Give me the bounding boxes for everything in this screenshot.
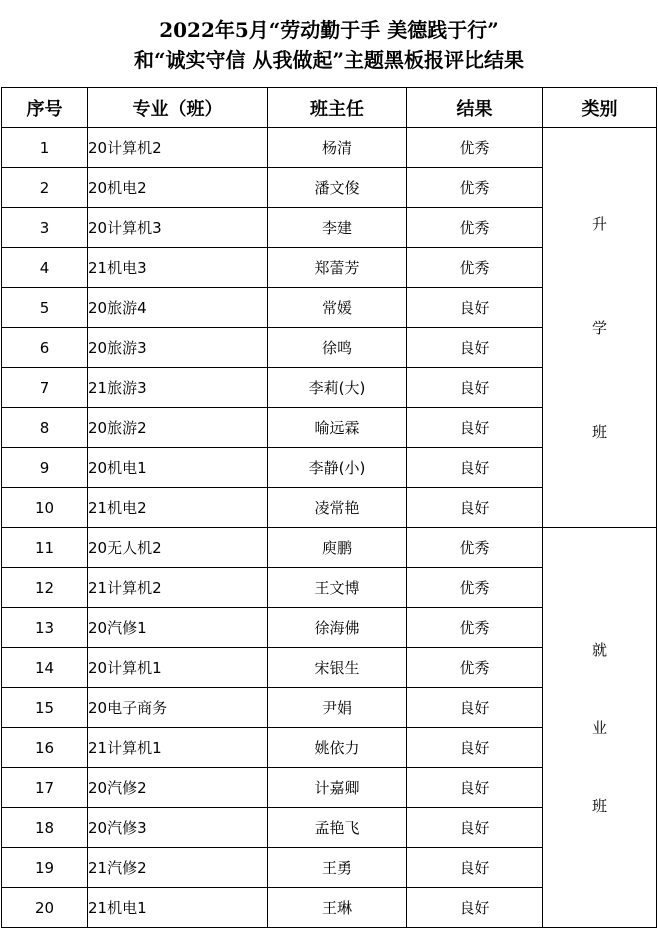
row-number: 9 (2, 448, 88, 488)
row-class: 20旅游3 (88, 328, 268, 368)
row-class: 21机电1 (88, 888, 268, 928)
row-number: 8 (2, 408, 88, 448)
row-result: 良好 (407, 328, 543, 368)
row-teacher: 王勇 (268, 848, 407, 888)
row-teacher: 李建 (268, 208, 407, 248)
header-teacher: 班主任 (268, 88, 407, 128)
row-number: 6 (2, 328, 88, 368)
row-class: 21计算机2 (88, 568, 268, 608)
row-teacher: 王文博 (268, 568, 407, 608)
row-result: 良好 (407, 448, 543, 488)
category-label (543, 214, 656, 442)
row-result: 良好 (407, 848, 543, 888)
header-class: 专业（班） (88, 88, 268, 128)
row-class: 21机电2 (88, 488, 268, 528)
row-class: 20汽修3 (88, 808, 268, 848)
row-number: 7 (2, 368, 88, 408)
row-class: 21旅游3 (88, 368, 268, 408)
row-class: 21计算机1 (88, 728, 268, 768)
page-title-line-1: 2022年5月“劳动勤于手 美德践于行” (159, 18, 499, 42)
row-result: 优秀 (407, 528, 543, 568)
row-number: 15 (2, 688, 88, 728)
row-class: 20旅游2 (88, 408, 268, 448)
row-number: 3 (2, 208, 88, 248)
row-number: 18 (2, 808, 88, 848)
row-number: 14 (2, 648, 88, 688)
row-teacher: 徐鸣 (268, 328, 407, 368)
row-number: 5 (2, 288, 88, 328)
row-result: 良好 (407, 728, 543, 768)
row-result: 良好 (407, 688, 543, 728)
row-class: 21汽修2 (88, 848, 268, 888)
row-result: 良好 (407, 808, 543, 848)
row-number: 10 (2, 488, 88, 528)
header-category: 类别 (543, 88, 657, 128)
row-number: 1 (2, 128, 88, 168)
category-label (543, 640, 656, 816)
row-class: 20汽修1 (88, 608, 268, 648)
row-teacher: 李静(小) (268, 448, 407, 488)
table-row (2, 128, 657, 168)
row-result: 良好 (407, 488, 543, 528)
row-result: 良好 (407, 368, 543, 408)
row-class: 20计算机2 (88, 128, 268, 168)
category-employment (543, 528, 657, 928)
row-teacher: 凌常艳 (268, 488, 407, 528)
row-result: 优秀 (407, 568, 543, 608)
row-teacher: 姚依力 (268, 728, 407, 768)
row-class: 20无人机2 (88, 528, 268, 568)
row-teacher: 潘文俊 (268, 168, 407, 208)
results-table (1, 87, 657, 928)
row-number: 16 (2, 728, 88, 768)
row-result: 良好 (407, 288, 543, 328)
row-number: 17 (2, 768, 88, 808)
row-number: 12 (2, 568, 88, 608)
row-number: 13 (2, 608, 88, 648)
row-result: 优秀 (407, 648, 543, 688)
row-teacher: 杨清 (268, 128, 407, 168)
row-number: 4 (2, 248, 88, 288)
category-further-study (543, 128, 657, 528)
row-number: 20 (2, 888, 88, 928)
category-char: 就 (591, 640, 607, 659)
row-result: 优秀 (407, 248, 543, 288)
row-teacher: 李莉(大) (268, 368, 407, 408)
row-teacher: 王琳 (268, 888, 407, 928)
row-result: 良好 (407, 768, 543, 808)
row-teacher: 尹娟 (268, 688, 407, 728)
row-number: 11 (2, 528, 88, 568)
row-class: 20计算机1 (88, 648, 268, 688)
header-result: 结果 (407, 88, 543, 128)
row-class: 20电子商务 (88, 688, 268, 728)
row-teacher: 孟艳飞 (268, 808, 407, 848)
row-class: 20汽修2 (88, 768, 268, 808)
row-class: 20计算机3 (88, 208, 268, 248)
row-class: 20机电2 (88, 168, 268, 208)
row-teacher: 庾鹏 (268, 528, 407, 568)
category-char: 班 (591, 422, 607, 441)
page-title-line-2: 和“诚实守信 从我做起”主题黑板报评比结果 (134, 48, 524, 72)
row-number: 2 (2, 168, 88, 208)
header-no: 序号 (2, 88, 88, 128)
row-result: 优秀 (407, 128, 543, 168)
row-teacher: 喻远霖 (268, 408, 407, 448)
row-teacher: 宋银生 (268, 648, 407, 688)
row-result: 良好 (407, 408, 543, 448)
table-header-row (2, 88, 657, 128)
category-char: 升 (591, 214, 607, 233)
category-char: 班 (591, 796, 607, 815)
row-class: 21机电3 (88, 248, 268, 288)
row-class: 20机电1 (88, 448, 268, 488)
row-class: 20旅游4 (88, 288, 268, 328)
row-result: 优秀 (407, 168, 543, 208)
table-body (2, 128, 657, 928)
row-teacher: 计嘉卿 (268, 768, 407, 808)
table-row (2, 528, 657, 568)
row-teacher: 郑蕾芳 (268, 248, 407, 288)
row-result: 优秀 (407, 608, 543, 648)
category-char: 学 (591, 318, 607, 337)
category-char: 业 (591, 718, 607, 737)
row-teacher: 常媛 (268, 288, 407, 328)
row-teacher: 徐海佛 (268, 608, 407, 648)
row-result: 优秀 (407, 208, 543, 248)
row-number: 19 (2, 848, 88, 888)
row-result: 良好 (407, 888, 543, 928)
